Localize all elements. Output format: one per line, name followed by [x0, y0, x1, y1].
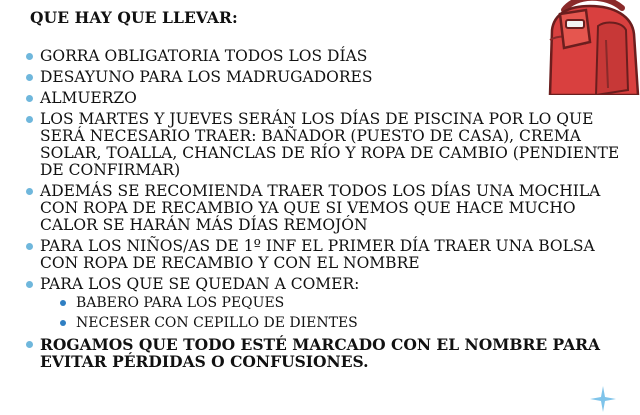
- list-item: PARA LOS QUE SE QUEDAN A COMER: BABERO PARA LOS PEQUES NECESER CON CEPILLO DE DIENTES: [22, 276, 622, 332]
- list-item: PARA LOS NIÑOS/AS DE 1º INF EL PRIMER DÍA TRAER UNA BOLSA CON ROPA DE RECAMBIO Y CON EL NOMBRE: [22, 238, 622, 272]
- item-list: [22, 48, 622, 374]
- list-item: LOS MARTES Y JUEVES SERÁN LOS DÍAS DE PISCINA POR LO QUE SERÁ NECESARIO TRAER: BAÑADOR (PUESTO DE CASA), CREMA SOLAR, TOALLA, CHANCLAS DE RÍO Y ROPA DE CAMBIO (PENDIENTE DE CONFIRMAR): [22, 111, 622, 179]
- list-item: ALMUERZO: [22, 90, 622, 107]
- list-item: ADEMÁS SE RECOMIENDA TRAER TODOS LOS DÍAS UNA MOCHILA CON ROPA DE RECAMBIO YA QUE SI VEMOS QUE HACE MUCHO CALOR SE HARÁN MÁS DÍAS REMOJÓN: [22, 183, 622, 234]
- sub-list: [40, 295, 622, 332]
- list-item-bold: ROGAMOS QUE TODO ESTÉ MARCADO CON EL NOMBRE PARA EVITAR PÉRDIDAS O CONFUSIONES.: [22, 336, 622, 370]
- list-item: GORRA OBLIGATORIA TODOS LOS DÍAS: [22, 48, 622, 65]
- sparkle-icon: [590, 386, 616, 412]
- list-item: DESAYUNO PARA LOS MADRUGADORES: [22, 69, 622, 86]
- slide-title: QUE HAY QUE LLEVAR:: [30, 8, 238, 27]
- sub-list-item: BABERO PARA LOS PEQUES: [56, 295, 622, 312]
- sub-list-item: NECESER CON CEPILLO DE DIENTES: [56, 315, 622, 332]
